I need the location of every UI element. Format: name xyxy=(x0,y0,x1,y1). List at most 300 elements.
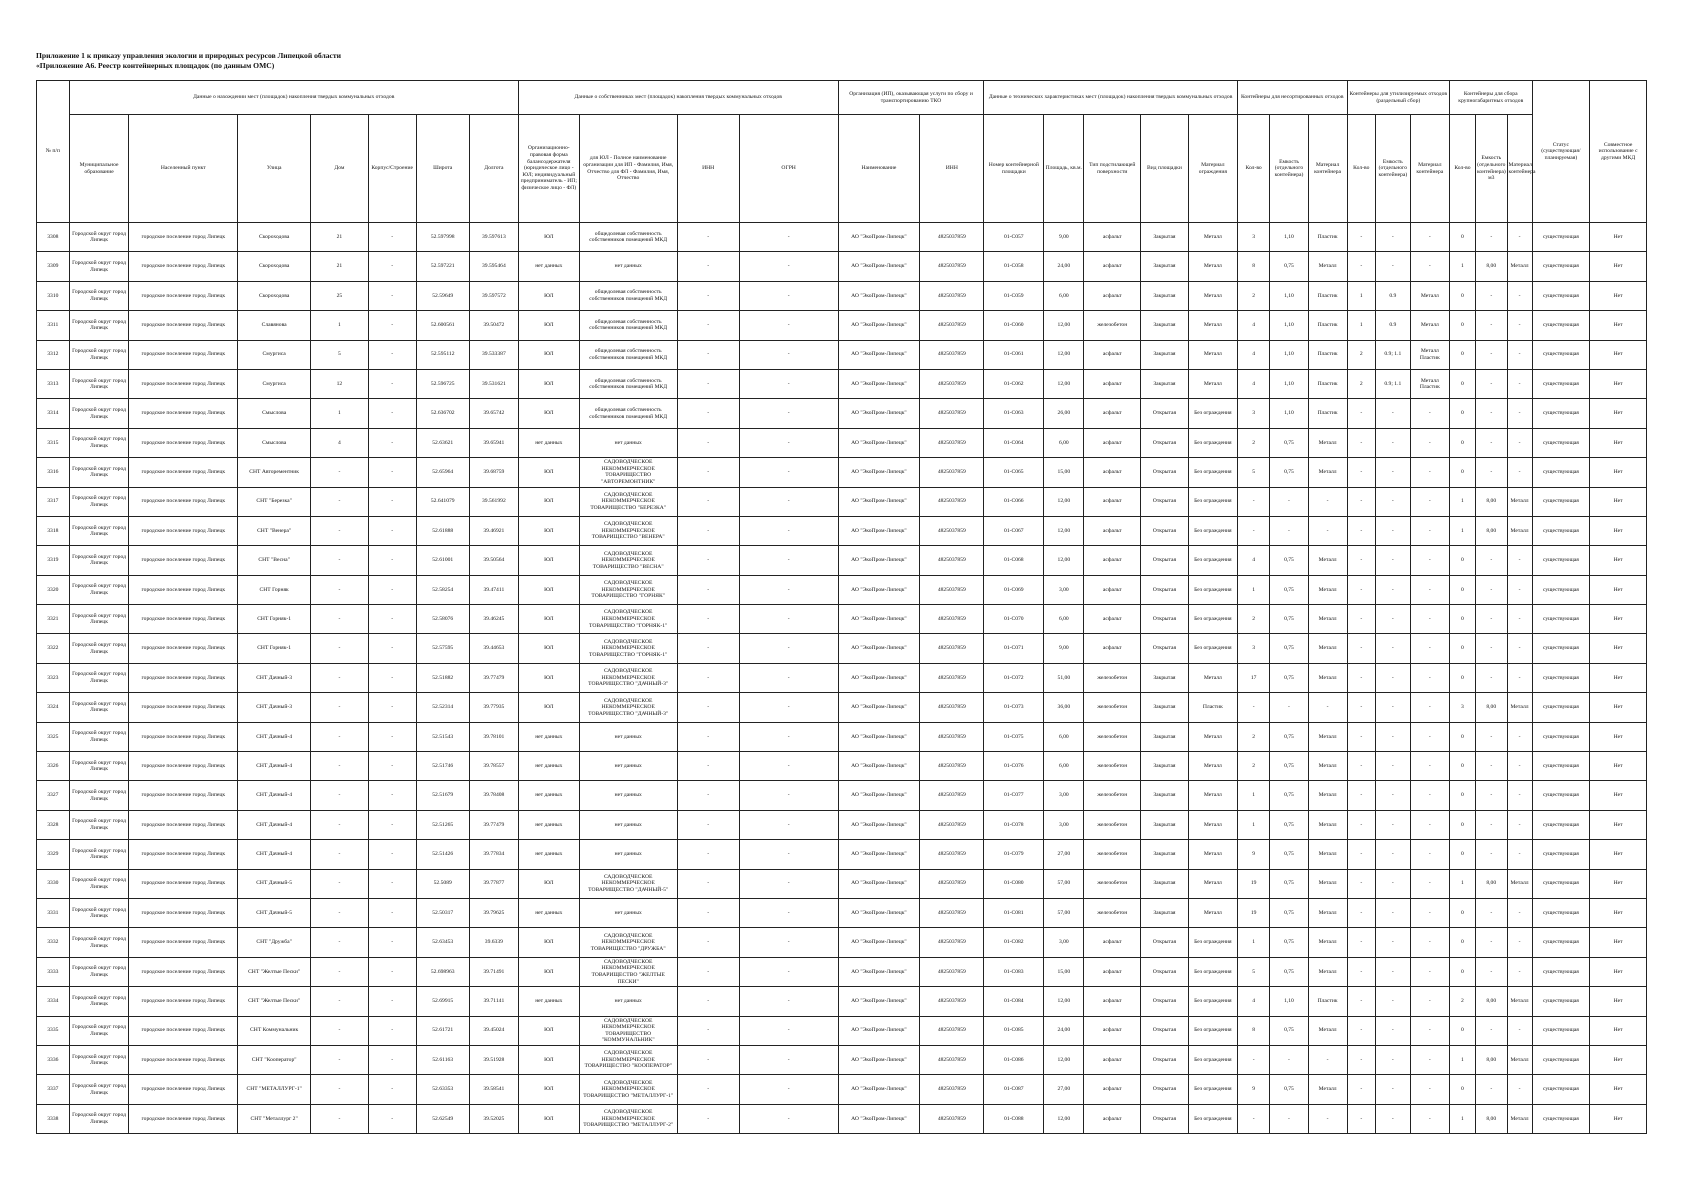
table-cell xyxy=(1347,840,1375,869)
cell-text: Без ограждения xyxy=(1194,1056,1232,1063)
table-cell xyxy=(1044,516,1084,545)
cell-text: - xyxy=(787,909,790,916)
cell-text: Нет xyxy=(1613,410,1623,417)
table-cell xyxy=(368,752,416,781)
cell-text: Городской округ город Липецк xyxy=(72,730,126,743)
cell-text: общедолевая собственность собственников помещений МКД xyxy=(589,289,668,302)
table-cell xyxy=(238,369,311,398)
table-cell xyxy=(518,634,579,663)
table-cell xyxy=(518,752,579,781)
cell-text: Металл xyxy=(1510,1115,1529,1122)
cell-text: 0,75 xyxy=(1284,557,1294,564)
cell-text: - xyxy=(391,410,394,417)
table-row xyxy=(37,281,1647,310)
cell-text: Металл xyxy=(1510,527,1529,534)
cell-text: 4 xyxy=(338,439,341,446)
table-cell xyxy=(1590,1104,1647,1133)
cell-text: 52.600561 xyxy=(430,322,455,329)
cell-text: 39.561992 xyxy=(481,498,506,505)
cell-text: 52.596725 xyxy=(430,380,455,387)
cell-text: - xyxy=(391,792,394,799)
cell-text: Нет xyxy=(1613,263,1623,270)
cell-text: 39.79625 xyxy=(483,909,505,916)
cell-text: Смыслова xyxy=(262,439,287,446)
cell-text: 4825037859 xyxy=(937,998,966,1005)
cell-text: Нет xyxy=(1613,469,1623,476)
cell-text: Металл xyxy=(1318,880,1337,887)
table-cell xyxy=(1270,781,1308,810)
header-line-1: Приложение 1 к приказу управления экологии и природных ресурсов Липецкой области xyxy=(36,51,342,60)
cell-text: 4825037859 xyxy=(937,1086,966,1093)
table-cell xyxy=(1375,869,1410,898)
table-cell xyxy=(984,869,1044,898)
cell-text: 52.51543 xyxy=(432,733,454,740)
table-row xyxy=(37,311,1647,340)
table-cell xyxy=(1188,369,1237,398)
cell-text: - xyxy=(1360,498,1363,505)
table-cell xyxy=(69,928,129,957)
cell-text: Городской округ город Липецк xyxy=(72,1082,126,1096)
cell-text: Скороходова xyxy=(258,263,290,270)
table-cell xyxy=(518,369,579,398)
table-cell xyxy=(739,428,838,457)
table-cell xyxy=(1532,634,1590,663)
table-cell xyxy=(677,693,739,722)
table-cell xyxy=(469,487,518,516)
table-cell xyxy=(1410,928,1449,957)
cell-text: 12,00 xyxy=(1057,351,1071,358)
table-cell xyxy=(1044,898,1084,927)
table-cell xyxy=(368,399,416,428)
cell-text: - xyxy=(338,851,341,858)
table-cell xyxy=(1347,810,1375,839)
table-cell xyxy=(739,399,838,428)
cell-text: - xyxy=(707,792,710,799)
cell-text: 01-С088 xyxy=(1004,1115,1024,1122)
cell-text: - xyxy=(338,909,341,916)
cell-text: САДОВОДЧЕСКОЕ НЕКОММЕРЧЕСКОЕ ТОВАРИЩЕСТВО "МЕТАЛЛУРГ-2" xyxy=(583,1109,674,1129)
cell-text: 3325 xyxy=(47,733,59,740)
cell-text: ЮЛ xyxy=(544,674,554,681)
cell-text: 51,00 xyxy=(1057,674,1071,681)
table-cell xyxy=(238,987,311,1016)
table-cell xyxy=(984,546,1044,575)
table-cell xyxy=(1188,987,1237,1016)
table-cell xyxy=(1532,546,1590,575)
cell-text: - xyxy=(707,233,710,240)
cell-text: Металл xyxy=(1203,762,1222,769)
table-cell xyxy=(1084,1045,1141,1074)
cell-text: 1 xyxy=(1359,322,1363,329)
cell-text: 2 xyxy=(1359,351,1363,358)
table-cell xyxy=(129,957,238,986)
cell-text: - xyxy=(391,1086,394,1093)
table-cell xyxy=(416,546,469,575)
table-row xyxy=(37,1016,1647,1045)
cell-text: 0,75 xyxy=(1284,263,1294,270)
cell-text: 39.71491 xyxy=(483,968,505,975)
cell-text: 4825037859 xyxy=(937,439,966,446)
table-cell xyxy=(368,223,416,252)
table-cell xyxy=(469,928,518,957)
cell-text: - xyxy=(391,322,394,329)
table-cell xyxy=(1044,634,1084,663)
table-cell xyxy=(129,1016,238,1045)
cell-text: Металл xyxy=(1318,821,1337,828)
cell-text: 1,10 xyxy=(1284,322,1294,329)
cell-text: - xyxy=(1490,968,1493,975)
cell-text: городское поселение город Липецк xyxy=(141,968,226,975)
table-cell xyxy=(579,1016,677,1045)
cell-text: - xyxy=(787,733,790,740)
table-cell xyxy=(1237,693,1270,722)
table-cell xyxy=(920,957,984,986)
col-status-header: Статус (существующая/планируемая) xyxy=(1532,81,1590,223)
table-cell xyxy=(469,1016,518,1045)
cell-text: - xyxy=(1490,1027,1493,1034)
cell-text: - xyxy=(1252,1056,1255,1063)
cell-text: СНТ Дачный-4 xyxy=(256,733,293,740)
cell-text: - xyxy=(1428,909,1431,916)
table-cell xyxy=(368,546,416,575)
cell-text: - xyxy=(1252,704,1255,711)
cell-text: 3,00 xyxy=(1058,939,1069,946)
table-cell xyxy=(469,869,518,898)
table-cell xyxy=(1476,458,1508,487)
table-cell xyxy=(1347,693,1375,722)
cell-text: Нет xyxy=(1613,704,1623,711)
table-cell xyxy=(1532,428,1590,457)
cell-text: Открытая xyxy=(1152,939,1177,946)
table-cell xyxy=(311,957,369,986)
table-cell xyxy=(1141,252,1189,281)
cell-text: 8,00 xyxy=(1486,527,1497,534)
table-cell xyxy=(1347,223,1375,252)
cell-text: 12,00 xyxy=(1057,1115,1071,1122)
cell-text: - xyxy=(1360,439,1363,446)
table-cell xyxy=(920,634,984,663)
cell-text: 52.50317 xyxy=(432,909,454,916)
cell-text: 0 xyxy=(1461,1027,1464,1034)
cell-text: - xyxy=(391,469,394,476)
table-cell xyxy=(1084,487,1141,516)
table-cell xyxy=(311,369,369,398)
table-cell xyxy=(1237,987,1270,1016)
cell-text: 52.51679 xyxy=(432,792,454,799)
cell-text: - xyxy=(1428,733,1431,740)
table-cell xyxy=(1270,575,1308,604)
cell-text: - xyxy=(1360,998,1363,1005)
table-cell xyxy=(518,1016,579,1045)
cell-text: Металл xyxy=(1318,469,1337,476)
cell-text: 4825037859 xyxy=(937,1027,966,1034)
cell-text: САДОВОДЧЕСКОЕ НЕКОММЕРЧЕСКОЕ ТОВАРИЩЕСТВО "ГОРНЯК" xyxy=(591,579,666,600)
table-cell xyxy=(311,781,369,810)
cell-text: АО "ЭкоПром-Липецк" xyxy=(851,410,907,417)
table-cell xyxy=(920,869,984,898)
cell-text: Нет xyxy=(1613,851,1623,858)
table-cell xyxy=(1476,810,1508,839)
cell-text: городское поселение город Липецк xyxy=(141,762,226,769)
cell-text: 12,00 xyxy=(1057,998,1071,1005)
table-cell xyxy=(37,634,70,663)
group-recyclable-containers-header: Контейнеры для утилизируемых отходов (раздельный сбор) xyxy=(1347,81,1449,115)
table-cell xyxy=(368,1075,416,1104)
cell-text: - xyxy=(1360,851,1363,858)
cell-text: 01-С065 xyxy=(1004,469,1024,476)
table-cell xyxy=(1449,928,1475,957)
table-cell xyxy=(368,634,416,663)
cell-text: 01-С070 xyxy=(1004,615,1024,622)
cell-text: Пластик xyxy=(1317,292,1338,299)
cell-text: 01-С062 xyxy=(1004,380,1024,387)
table-cell xyxy=(984,722,1044,751)
cell-text: СНТ Дачный-4 xyxy=(256,792,293,799)
table-cell xyxy=(1141,722,1189,751)
table-cell xyxy=(1270,1016,1308,1045)
cell-text: 4825037859 xyxy=(937,557,966,564)
cell-text: - xyxy=(707,968,710,975)
table-cell xyxy=(37,605,70,634)
table-cell xyxy=(1141,869,1189,898)
cell-text: 39.77834 xyxy=(483,851,505,858)
cell-text: 3311 xyxy=(47,322,59,329)
cell-text: 4 xyxy=(1252,380,1256,387)
cell-text: Металл xyxy=(1318,733,1337,740)
table-cell xyxy=(1410,605,1449,634)
cell-text: - xyxy=(1518,1086,1521,1093)
cell-text: Городской округ город Липецк xyxy=(72,642,126,655)
table-cell xyxy=(1044,575,1084,604)
cell-text: 2 xyxy=(1252,762,1256,769)
table-cell xyxy=(238,1075,311,1104)
cell-text: - xyxy=(1518,292,1521,299)
table-cell xyxy=(838,634,920,663)
table-cell xyxy=(1347,781,1375,810)
cell-text: - xyxy=(1360,410,1363,417)
cell-text: 3308 xyxy=(47,233,59,240)
cell-text: - xyxy=(1490,439,1493,446)
table-cell xyxy=(1410,693,1449,722)
table-cell xyxy=(37,840,70,869)
cell-text: - xyxy=(1518,380,1521,387)
cell-text: Без ограждения xyxy=(1194,410,1232,417)
cell-text: Закрытая xyxy=(1153,292,1176,299)
table-cell xyxy=(677,605,739,634)
table-cell xyxy=(1476,752,1508,781)
cell-text: 12 xyxy=(336,380,343,387)
cell-text: - xyxy=(1428,880,1431,887)
column-header: Кол-во xyxy=(1449,115,1475,223)
cell-text: Городской округ город Липецк xyxy=(72,553,126,567)
table-cell xyxy=(1188,311,1237,340)
cell-text: 0,75 xyxy=(1284,439,1294,446)
table-cell xyxy=(1590,928,1647,957)
table-cell xyxy=(1449,369,1475,398)
cell-text: 8,00 xyxy=(1486,1056,1497,1063)
cell-text: - xyxy=(1360,1115,1363,1122)
cell-text: городское поселение город Липецк xyxy=(141,380,226,387)
table-row xyxy=(37,458,1647,487)
cell-text: Нет xyxy=(1613,527,1623,534)
table-cell xyxy=(238,928,311,957)
cell-text: существующая xyxy=(1542,292,1579,299)
cell-text: САДОВОДЧЕСКОЕ НЕКОММЕРЧЕСКОЕ ТОВАРИЩЕСТВО "ЖЕЛТЫЕ ПЕСКИ" xyxy=(591,958,665,985)
cell-text: 0,75 xyxy=(1284,851,1294,858)
table-cell xyxy=(1188,516,1237,545)
table-row xyxy=(37,722,1647,751)
table-cell xyxy=(920,428,984,457)
cell-text: - xyxy=(1518,439,1521,446)
table-cell xyxy=(1590,898,1647,927)
table-cell xyxy=(1590,810,1647,839)
table-cell xyxy=(1237,311,1270,340)
cell-text: СНТ "Венера" xyxy=(257,527,292,534)
cell-text: 2 xyxy=(1252,439,1256,446)
table-cell xyxy=(129,458,238,487)
table-cell xyxy=(1375,634,1410,663)
cell-text: СНТ Авторементник xyxy=(249,469,300,476)
table-cell xyxy=(1270,634,1308,663)
cell-text: - xyxy=(391,998,394,1005)
cell-text: 3312 xyxy=(47,351,59,358)
cell-text: - xyxy=(1428,762,1431,769)
cell-text: - xyxy=(1391,469,1394,476)
cell-text: - xyxy=(707,1115,710,1122)
cell-text: 1,10 xyxy=(1284,410,1294,417)
cell-text: СНТ "Желтые Пески" xyxy=(248,998,301,1005)
table-cell xyxy=(129,487,238,516)
cell-text: - xyxy=(707,615,710,622)
cell-text: 21 xyxy=(336,263,343,270)
cell-text: - xyxy=(1360,557,1363,564)
table-cell xyxy=(1532,693,1590,722)
table-cell xyxy=(1044,1045,1084,1074)
cell-text: Открытая xyxy=(1152,586,1177,593)
cell-text: СНТ Коммунальник xyxy=(250,1027,299,1034)
table-cell xyxy=(1532,340,1590,369)
cell-text: Закрытая xyxy=(1153,322,1176,329)
table-row xyxy=(37,428,1647,457)
cell-text: АО "ЭкоПром-Липецк" xyxy=(851,1027,907,1034)
cell-text: Металл xyxy=(1203,880,1222,887)
cell-text: Городской округ город Липецк xyxy=(72,965,126,978)
cell-text: Городской округ город Липецк xyxy=(72,935,126,949)
table-cell xyxy=(579,399,677,428)
cell-text: асфальт xyxy=(1102,351,1122,358)
cell-text: - xyxy=(1391,968,1394,975)
table-cell xyxy=(1410,428,1449,457)
cell-text: - xyxy=(1428,1086,1431,1093)
cell-text: 5 xyxy=(338,351,341,358)
cell-text: Металл xyxy=(1203,674,1222,681)
cell-text: асфальт xyxy=(1102,233,1122,240)
table-cell xyxy=(1410,987,1449,1016)
cell-text: 0 xyxy=(1461,322,1464,329)
table-cell xyxy=(1375,898,1410,927)
cell-text: ЮЛ xyxy=(544,557,554,564)
cell-text: 0,75 xyxy=(1284,586,1294,593)
table-cell xyxy=(1237,663,1270,692)
table-cell xyxy=(1507,1045,1532,1074)
cell-text: 6,00 xyxy=(1058,733,1069,740)
table-cell xyxy=(1308,898,1347,927)
table-cell xyxy=(368,252,416,281)
group-technical-header: Данные о технических характеристиках мест (площадок) накопления твердых коммунальных отходов xyxy=(984,81,1237,115)
cell-text: Металл xyxy=(1203,263,1222,270)
cell-text: 0 xyxy=(1461,674,1464,681)
cell-text: САДОВОДЧЕСКОЕ НЕКОММЕРЧЕСКОЕ ТОВАРИЩЕСТВО "КОММУНАЛЬНИК" xyxy=(601,1017,655,1044)
cell-text: - xyxy=(787,1115,790,1122)
table-cell xyxy=(1590,428,1647,457)
table-cell xyxy=(1084,399,1141,428)
cell-text: 39.65742 xyxy=(483,410,505,417)
cell-text: Открытая xyxy=(1152,439,1177,446)
cell-text: - xyxy=(391,439,394,446)
table-cell xyxy=(469,987,518,1016)
cell-text: ЮЛ xyxy=(544,615,554,622)
col-shared-use-header: Совместное использование с другими МКД xyxy=(1590,81,1647,223)
table-cell xyxy=(1044,487,1084,516)
table-cell xyxy=(838,1045,920,1074)
cell-text: городское поселение город Липецк xyxy=(141,909,226,916)
table-cell xyxy=(1347,898,1375,927)
cell-text: нет данных xyxy=(614,263,642,270)
table-cell xyxy=(677,252,739,281)
cell-text: асфальт xyxy=(1102,1086,1122,1093)
cell-text: 4825037859 xyxy=(937,851,966,858)
table-cell xyxy=(579,487,677,516)
table-cell xyxy=(416,869,469,898)
table-cell xyxy=(1237,752,1270,781)
cell-text: - xyxy=(707,704,710,711)
table-cell xyxy=(129,311,238,340)
table-cell xyxy=(1141,311,1189,340)
cell-text: - xyxy=(1391,439,1394,446)
group-unsorted-containers-header: Контейнеры для несортированных отходов xyxy=(1237,81,1347,115)
cell-text: САДОВОДЧЕСКОЕ НЕКОММЕРЧЕСКОЕ ТОВАРИЩЕСТВО "МЕТАЛЛУРГ-1" xyxy=(583,1079,674,1099)
table-cell xyxy=(1476,634,1508,663)
table-cell xyxy=(1308,516,1347,545)
cell-text: 19 xyxy=(1250,909,1257,916)
cell-text: 0,75 xyxy=(1284,792,1294,799)
table-cell xyxy=(69,810,129,839)
cell-text: Закрытая xyxy=(1153,233,1176,240)
table-cell xyxy=(37,898,70,927)
table-cell xyxy=(1476,252,1508,281)
table-cell xyxy=(579,223,677,252)
cell-text: - xyxy=(391,1115,394,1122)
table-cell xyxy=(469,516,518,545)
table-cell xyxy=(1237,281,1270,310)
table-cell xyxy=(518,575,579,604)
table-cell xyxy=(1237,223,1270,252)
table-cell xyxy=(469,840,518,869)
table-cell xyxy=(838,722,920,751)
table-cell xyxy=(469,428,518,457)
cell-text: Нет xyxy=(1613,792,1623,799)
cell-text: - xyxy=(1288,1056,1290,1063)
table-cell xyxy=(1308,1104,1347,1133)
table-cell xyxy=(238,693,311,722)
cell-text: 0 xyxy=(1461,762,1464,769)
cell-text: 4825037859 xyxy=(937,233,966,240)
cell-text: - xyxy=(1490,674,1493,681)
group-operator-header: Организация (ИП), оказывающая услуги по сбору и транспортированию ТКО xyxy=(838,81,984,115)
cell-text: 52.59649 xyxy=(432,292,454,299)
cell-text: Открытая xyxy=(1152,998,1177,1005)
cell-text: 52.69915 xyxy=(432,998,454,1005)
